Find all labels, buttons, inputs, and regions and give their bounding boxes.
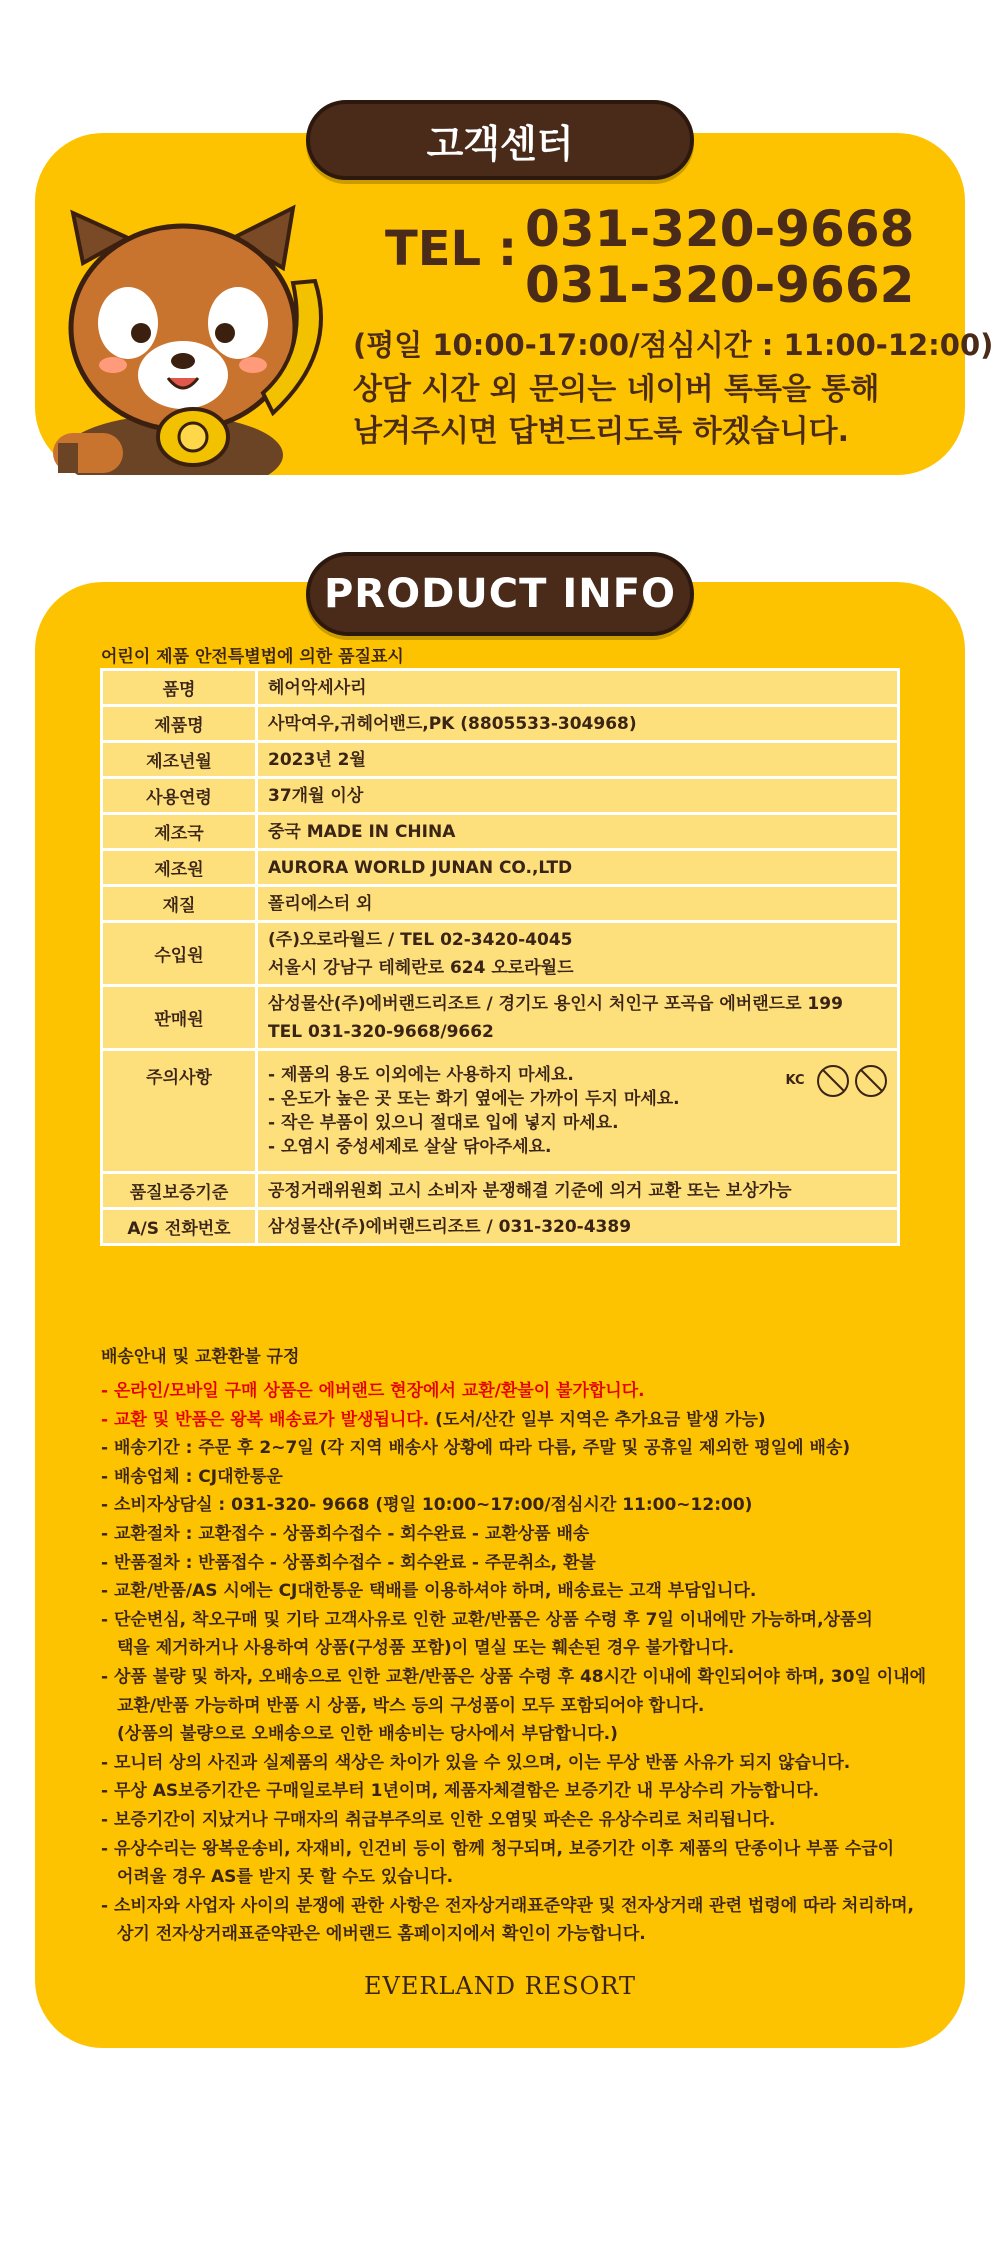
table-row [102,742,899,778]
shipping-item [101,1463,941,1492]
shipping-item [101,1663,941,1692]
row-value-line: 2023년 2월 [268,749,366,770]
shipping-item-text: (도서/산간 일부 지역은 추가요금 발생 가능) [429,1409,766,1430]
shipping-item [101,1806,941,1835]
table-row [102,886,899,922]
shipping-item-text: - 유상수리는 왕복운송비, 자재비, 인건비 등이 함께 청구되며, 보증기간 이후 제품의 단종이나 부품 수급이 [101,1838,895,1859]
row-value-line: 서울시 강남구 테헤란로 624 오로라월드 [268,957,574,978]
table-row [102,1173,899,1209]
shipping-item [101,1549,941,1578]
customer-center-title: 고객센터 [306,100,694,180]
contact-note [353,369,879,453]
caution-line: - 작은 부품이 있으니 절대로 입에 넣지 마세요. [268,1113,619,1133]
shipping-item-continuation: 택을 제거하거나 사용하여 상품(구성품 포함)이 멸실 또는 훼손된 경우 불가합니다. [117,1638,735,1659]
row-value-line: 삼성물산(주)에버랜드리조트 / 031-320-4389 [268,1216,632,1237]
kc-mark-icon: KC [785,1073,805,1088]
shipping-item-continuation: (상품의 불량으로 오배송으로 인한 배송비는 당사에서 부담합니다.) [117,1724,618,1745]
shipping-item-text: - 배송기간 : 주문 후 2~7일 (각 지역 배송사 상황에 따라 다름, 주말 및 공휴일 제외한 평일에 배송) [101,1438,851,1459]
row-label: 품명 [102,670,257,706]
shipping-item-text: - 모니터 상의 사진과 실제품의 색상은 차이가 있을 수 있으며, 이는 무상 반품 사유가 되지 않습니다. [101,1752,851,1773]
row-label: 제조국 [102,814,257,850]
row-value [257,986,899,1050]
shipping-item [101,1892,941,1921]
tel-numbers [525,201,914,313]
business-hours: (평일 10:00-17:00/점심시간 : 11:00-12:00) [353,328,994,362]
caution-line: - 오염시 중성세제로 살살 닦아주세요. [268,1137,552,1157]
tel-number-1[interactable]: 031-320-9668 [525,200,915,258]
contact-note-line-1: 상담 시간 외 문의는 네이버 톡톡을 통해 [353,372,880,407]
shipping-item [101,1377,941,1406]
shipping-item-text: - 반품절차 : 반품접수 - 상품회수접수 - 회수완료 - 주문취소, 환불 [101,1552,596,1573]
shipping-item-warning: - 온라인/모바일 구매 상품은 에버랜드 현장에서 교환/환불이 불가합니다. [101,1381,645,1401]
row-label: 사용연령 [102,778,257,814]
caution-label: 주의사항 [102,1050,257,1173]
shipping-item [101,1406,941,1435]
row-value-line: 공정거래위원회 고시 소비자 분쟁해결 기준에 의거 교환 또는 보상가능 [268,1180,792,1201]
shipping-item [101,1491,941,1520]
customer-center-card [35,133,994,475]
table-row-caution [102,1050,899,1173]
product-info-title: PRODUCT INFO [306,552,694,636]
shipping-item-text: - 무상 AS보증기간은 구매일로부터 1년이며, 제품자체결함은 보증기간 내 무상수리 가능합니다. [101,1781,820,1802]
row-value-line: 37개월 이상 [268,785,364,806]
table-row [102,814,899,850]
row-value [257,886,899,922]
shipping-item-warning: - 교환 및 반품은 왕복 배송료가 발생됩니다. [101,1409,430,1430]
row-label: A/S 전화번호 [102,1209,257,1245]
shipping-item-text: - 소비자상담실 : 031-320- 9668 (평일 10:00~17:00/점심시간 11:00~12:00) [101,1495,753,1516]
shipping-item-text: - 소비자와 사업자 사이의 분쟁에 관한 사항은 전자상거래표준약관 및 전자상거래 관련 법령에 따라 처리하며, [101,1895,915,1916]
shipping-item-continuation: 어려울 경우 AS를 받지 못 할 수도 있습니다. [117,1867,454,1888]
row-label: 품질보증기준 [102,1173,257,1209]
shipping-item-text: - 교환절차 : 교환접수 - 상품회수접수 - 회수완료 - 교환상품 배송 [101,1523,590,1544]
shipping-list [101,1377,941,1949]
caution-line: - 제품의 용도 이외에는 사용하지 마세요. [268,1065,574,1085]
shipping-item-text: - 보증기간이 지났거나 구매자의 취급부주의로 인한 오염및 파손은 유상수리로 처리됩니다. [101,1809,776,1830]
row-value [257,922,899,986]
row-value [257,670,899,706]
shipping-item-text: - 상품 불량 및 하자, 오배송으로 인한 교환/반품은 상품 수령 후 48시간 이내에 확인되어야 하며, 30일 이내에 [101,1666,927,1687]
quality-table [100,668,900,1246]
product-info-card [35,582,965,2048]
row-label: 제조년월 [102,742,257,778]
row-value [257,1209,899,1245]
caution-line: - 온도가 높은 곳 또는 화기 옆에는 가까이 두지 마세요. [268,1089,680,1109]
row-value-line: 중국 MADE IN CHINA [268,821,456,842]
shipping-item [101,1749,941,1778]
shipping-item-text: - 단순변심, 착오구매 및 기타 고객사유로 인한 교환/반품은 상품 수령 후 7일 이내에만 가능하며,상품의 [101,1609,873,1630]
shipping-item-continuation: 상기 전자상거래표준약관은 에버랜드 홈페이지에서 확인이 가능합니다. [117,1924,646,1945]
quality-table-title: 어린이 제품 안전특별법에 의한 품질표시 [101,647,404,667]
row-label: 재질 [102,886,257,922]
row-value-line: 사막여우,귀헤어밴드,PK (8805533-304968) [268,713,637,734]
shipping-item [101,1577,941,1606]
no-fire-icon [817,1065,849,1097]
tel-label: TEL : [385,221,518,277]
shipping-item-text: - 교환/반품/AS 시에는 CJ대한통운 택배를 이용하셔야 하며, 배송료는 고객 부담입니다. [101,1581,757,1602]
shipping-title: 배송안내 및 교환환불 규정 [101,1347,300,1367]
no-mouth-icon [855,1065,887,1097]
everland-resort-logo: EVERLAND RESORT [364,1972,636,2000]
table-row [102,986,899,1050]
shipping-item [101,1520,941,1549]
row-label: 판매원 [102,986,257,1050]
shipping-item-text: - 배송업체 : CJ대한통운 [101,1466,283,1487]
row-value [257,814,899,850]
table-row [102,670,899,706]
shipping-item [101,1777,941,1806]
contact-note-line-2: 남겨주시면 답변드리도록 하겠습니다. [353,414,849,449]
tel-number-2[interactable]: 031-320-9662 [525,256,915,314]
row-label: 제품명 [102,706,257,742]
table-row [102,850,899,886]
row-value-line: 폴리에스터 외 [268,893,373,914]
shipping-item-continuation: 교환/반품 가능하며 반품 시 상품, 박스 등의 구성품이 모두 포함되어야 합니다. [117,1695,705,1716]
table-row [102,922,899,986]
red-panda-mascot-icon [53,193,373,475]
table-row [102,1209,899,1245]
row-value-line: 삼성물산(주)에버랜드리조트 / 경기도 용인시 처인구 포곡읍 에버랜드로 199 [268,993,843,1014]
row-value-line: 헤어악세사리 [268,677,367,698]
row-value-line: (주)오로라월드 / TEL 02-3420-4045 [268,929,573,950]
table-row [102,706,899,742]
row-value [257,1173,899,1209]
row-value [257,850,899,886]
shipping-item [101,1606,941,1635]
shipping-item [101,1835,941,1864]
row-value-line: AURORA WORLD JUNAN CO.,LTD [268,857,573,878]
table-row [102,778,899,814]
row-value [257,706,899,742]
row-label: 수입원 [102,922,257,986]
row-label: 제조원 [102,850,257,886]
row-value [257,742,899,778]
certification-icons [779,1065,887,1097]
row-value-line: TEL 031-320-9668/9662 [268,1021,494,1042]
shipping-item [101,1434,941,1463]
row-value [257,778,899,814]
